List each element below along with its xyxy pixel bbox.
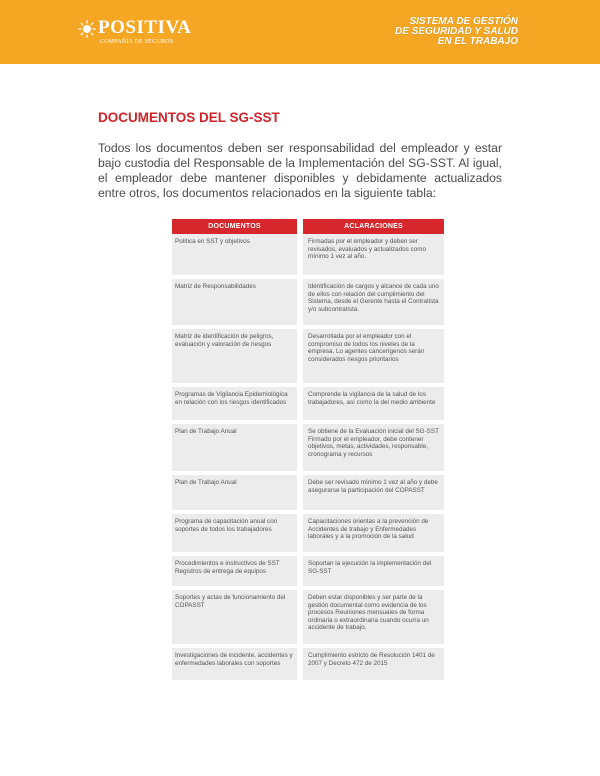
page-title: DOCUMENTOS DEL SG-SST bbox=[98, 110, 280, 125]
clarification-cell: Identificación de cargos y alcance de cada uno de ellos con relación del cumplimiento del Sistema, desde el Gerente hasta el Contratista y/o subcontratista. bbox=[303, 279, 444, 329]
document-cell: Política en SST y objetivos bbox=[172, 234, 297, 279]
logo-subtitle: COMPAÑÍA DE SEGUROS bbox=[100, 39, 174, 45]
table-row bbox=[172, 648, 444, 684]
document-cell: Matriz de Responsabilidades bbox=[172, 279, 297, 329]
logo-name: POSITIVA bbox=[98, 17, 192, 38]
clarification-cell: Debe ser revisado mínimo 1 vez al año y debe asegurarse la participación del COPASST bbox=[303, 475, 444, 514]
intro-paragraph: Todos los documentos deben ser responsabilidad del empleador y estar bajo custodia del Responsable de la Implementación del SG-SST. Al igual, el empleador debe mantener disponibles y debidamente actualizados entre otros, los documentos relacionados en la siguiente tabla: bbox=[98, 141, 502, 200]
table-row bbox=[172, 590, 444, 648]
tagline-line: EN EL TRABAJO bbox=[437, 36, 518, 47]
document-cell: Investigaciones de incidente, accidentes y enfermedades laborales con soportes bbox=[172, 648, 297, 684]
clarification-cell: Cumplimiento estricto de Resolución 1401 de 2007 y Decreto 472 de 2015 bbox=[303, 648, 444, 684]
column-header-aclaraciones: ACLARACIONES bbox=[303, 219, 444, 234]
table-row bbox=[172, 387, 444, 424]
table-row bbox=[172, 279, 444, 329]
document-cell: Programa de capacitación anual con soportes de todos los trabajadores bbox=[172, 514, 297, 556]
document-cell: Plan de Trabajo Anual bbox=[172, 475, 297, 514]
clarification-cell: Comprende la vigilancia de la salud de los trabajadores, así como la del medio ambiente bbox=[303, 387, 444, 424]
document-cell: Procedimientos e instructivos de SST Registros de entrega de equipos bbox=[172, 556, 297, 590]
page-header bbox=[0, 0, 600, 64]
clarification-cell: Firmadas por el empleador y deben ser revisados, evaluados y actualizados como mínimo 1 vez al año. bbox=[303, 234, 444, 279]
clarification-cell: Soportan la ejecución la implementación del SG-SST bbox=[303, 556, 444, 590]
table-row bbox=[172, 556, 444, 590]
tagline-line: SISTEMA DE GESTIÓN bbox=[409, 16, 518, 27]
table-header-row bbox=[172, 219, 444, 234]
table-row bbox=[172, 514, 444, 556]
table-row bbox=[172, 424, 444, 475]
sun-logo-icon bbox=[78, 20, 96, 38]
column-header-documentos: DOCUMENTOS bbox=[172, 219, 297, 234]
clarification-cell: Capacitaciones orientas a la prevención de Accidentes de trabajo y Enfermedades laborales y a la promoción de la salud bbox=[303, 514, 444, 556]
clarification-cell: Se obtiene de la Evaluación inicial del SG-SST Firmado por el empleador, debe contener objetivos, metas, actividades, responsable, cronograma y recursos bbox=[303, 424, 444, 475]
table-row bbox=[172, 475, 444, 514]
clarification-cell: Desarrollada por el empleador con el compromiso de todos los niveles de la empresa. Lo agentes cancerígenos serán considerados riesgos prioritarios bbox=[303, 329, 444, 387]
clarification-cell: Deben estar disponibles y ser parte de la gestión documental como evidencia de los procesos Reuniones mensuales de forma ordinaria o extraordinaria cuando ocurra un accidente de trabajo. bbox=[303, 590, 444, 648]
document-cell: Matriz de identificación de peligros, evaluación y valoración de riesgos bbox=[172, 329, 297, 387]
document-cell: Soportes y actas de funcionamiento del COPASST bbox=[172, 590, 297, 648]
document-cell: Programas de Vigilancia Epidemiológica en relación con los riesgos identificados bbox=[172, 387, 297, 424]
documents-table bbox=[172, 219, 444, 684]
header-tagline bbox=[395, 17, 518, 47]
tagline-line: DE SEGURIDAD Y SALUD bbox=[395, 26, 518, 37]
document-cell: Plan de Trabajo Anual bbox=[172, 424, 297, 475]
table-row bbox=[172, 329, 444, 387]
table-row bbox=[172, 234, 444, 279]
